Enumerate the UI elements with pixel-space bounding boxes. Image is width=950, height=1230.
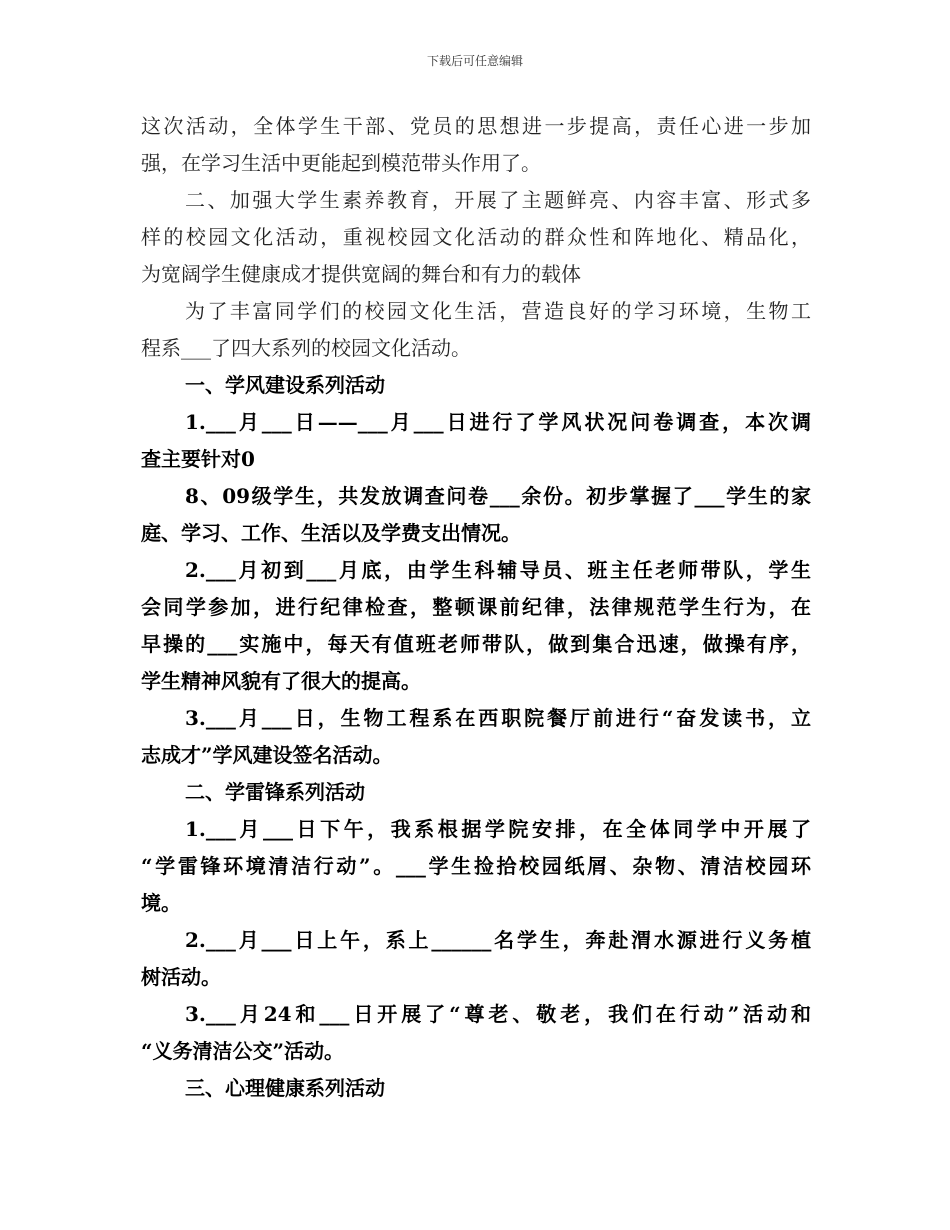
page-header: 下载后可任意编辑 bbox=[426, 54, 523, 68]
text-line: 庭、学习、工作、生活以及学费支出情况。 bbox=[141, 521, 521, 545]
section-heading: 一、学风建设系列活动 bbox=[185, 373, 385, 397]
text-line: 为宽阔学生健康成才提供宽阔的舞台和有力的载体 bbox=[141, 262, 581, 286]
text-line: 3.___月___日，生物工程系在西职院餐厅前进行“奋发读书，立 bbox=[185, 706, 811, 730]
text-line: 1.___月___日下午，我系根据学院安排，在全体同学中开展了 bbox=[185, 817, 811, 841]
text-line: 这次活动，全体学生干部、党员的思想进一步提高，责任心进一步加 bbox=[141, 114, 811, 138]
text-line: 会同学参加，进行纪律检查，整顿课前纪律，法律规范学生行为，在 bbox=[141, 595, 811, 619]
text-line: “义务清洁公交”活动。 bbox=[141, 1039, 345, 1063]
text-line: 8、09级学生，共发放调查问卷___余份。初步掌握了___学生的家 bbox=[185, 484, 811, 508]
text-line: 2.___月初到___月底，由学生科辅导员、班主任老师带队，学生 bbox=[185, 558, 811, 582]
text-line: 志成才”学风建设签名活动。 bbox=[141, 743, 393, 767]
text-line: 二、加强大学生素养教育，开展了主题鲜亮、内容丰富、形式多 bbox=[185, 188, 811, 212]
text-line: 2.___月___日上午，系上______名学生，奔赴渭水源进行义务植 bbox=[185, 928, 811, 952]
text-line: 3.___月24和___日开展了“尊老、敬老，我们在行动”活动和 bbox=[185, 1002, 811, 1026]
text-line: 树活动。 bbox=[141, 965, 221, 989]
section-heading: 二、学雷锋系列活动 bbox=[185, 780, 365, 804]
section-heading: 三、心理健康系列活动 bbox=[185, 1076, 385, 1100]
text-line: 1.___月___日——___月___日进行了学风状况问卷调查，本次调 bbox=[185, 410, 811, 434]
text-line: 样的校园文化活动，重视校园文化活动的群众性和阵地化、精品化， bbox=[141, 225, 811, 249]
text-line: 程系___了四大系列的校园文化活动。 bbox=[141, 336, 471, 360]
text-line: 早操的___实施中，每天有值班老师带队，做到集合迅速，做操有序， bbox=[141, 632, 811, 656]
text-line: 强，在学习生活中更能起到模范带头作用了。 bbox=[141, 151, 541, 175]
document-body bbox=[141, 108, 811, 1107]
text-line: 境。 bbox=[141, 891, 181, 915]
text-line: 为了丰富同学们的校园文化生活，营造良好的学习环境，生物工 bbox=[185, 299, 811, 323]
text-line: 查主要针对0 bbox=[141, 447, 255, 471]
text-line: 学生精神风貌有了很大的提高。 bbox=[141, 669, 421, 693]
text-line: “学雷锋环境清洁行动”。___学生捡拾校园纸屑、杂物、清洁校园环 bbox=[141, 854, 811, 878]
